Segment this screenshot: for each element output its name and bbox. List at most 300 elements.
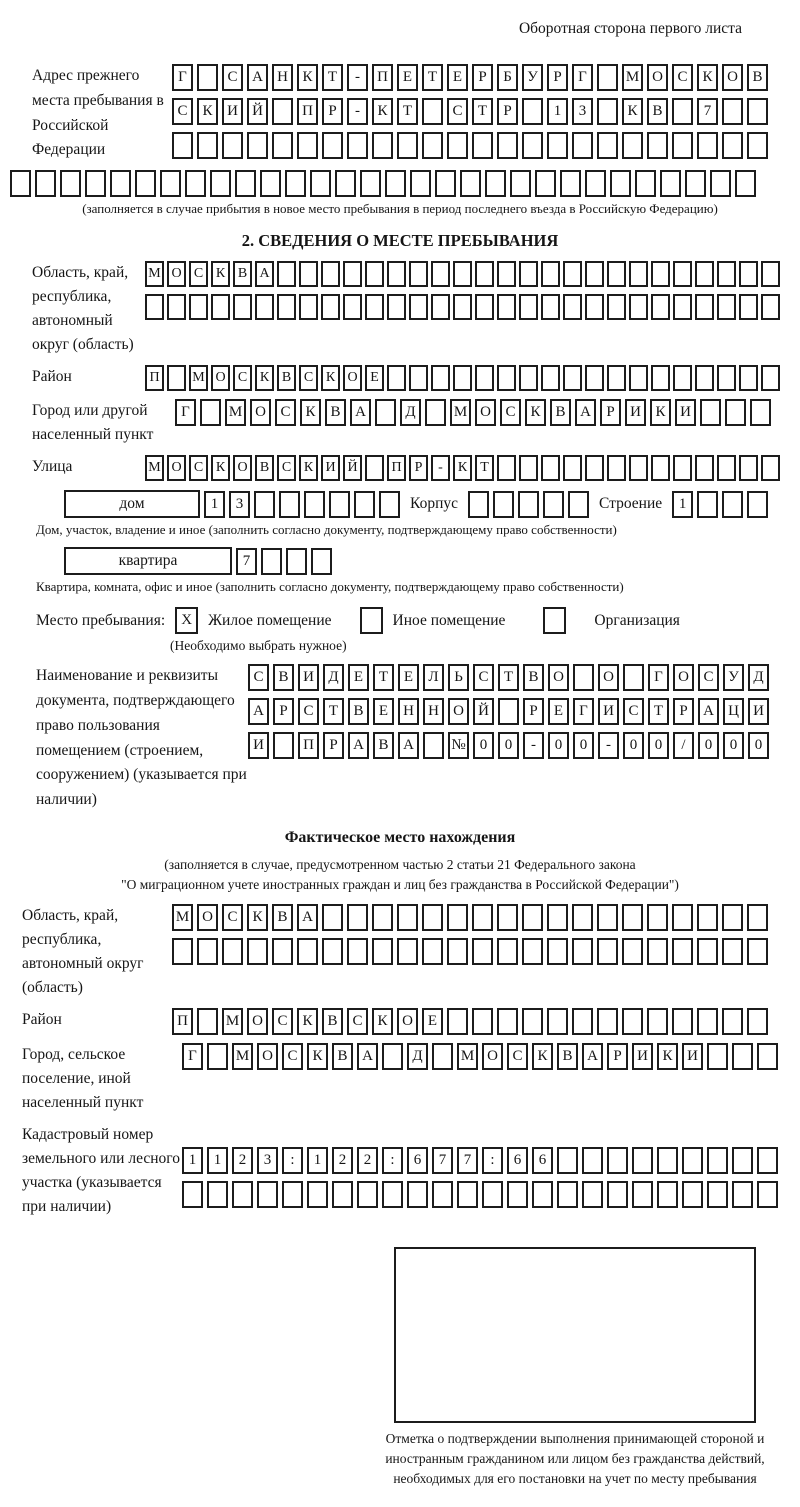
char-cell: : <box>282 1147 303 1174</box>
field-region <box>32 261 800 357</box>
char-cell <box>432 1043 453 1070</box>
char-cell <box>321 261 340 287</box>
char-cell <box>233 294 252 320</box>
char-cell <box>343 261 362 287</box>
char-cell <box>519 294 538 320</box>
char-cell <box>497 1008 518 1035</box>
char-cell <box>347 132 368 159</box>
char-cell <box>672 132 693 159</box>
korpus-label: Корпус <box>410 495 458 513</box>
char-cell <box>519 455 538 481</box>
char-cell: А <box>248 698 269 725</box>
char-cell: / <box>673 732 694 759</box>
char-cell <box>547 938 568 965</box>
char-cell <box>297 938 318 965</box>
house-cells <box>204 491 400 518</box>
char-cell <box>732 1043 753 1070</box>
char-cell: А <box>350 399 371 426</box>
char-cell <box>261 548 282 575</box>
char-cell <box>761 365 780 391</box>
char-cell <box>722 1008 743 1035</box>
char-cell: Р <box>607 1043 628 1070</box>
char-cell <box>497 904 518 931</box>
char-cell <box>717 455 736 481</box>
char-cell: : <box>482 1147 503 1174</box>
char-cell <box>750 399 771 426</box>
char-cell: О <box>257 1043 278 1070</box>
char-cell: И <box>598 698 619 725</box>
char-cell <box>160 170 181 197</box>
char-cell <box>135 170 156 197</box>
char-cell <box>522 1008 543 1035</box>
char-cell <box>407 1181 428 1208</box>
char-cell <box>197 64 218 91</box>
char-cell: Б <box>497 64 518 91</box>
char-cell <box>304 491 325 518</box>
char-cell <box>247 132 268 159</box>
char-cell: М <box>450 399 471 426</box>
char-cell <box>460 170 481 197</box>
char-cell <box>572 904 593 931</box>
field-region-label: Область, край, республика, автономный округ (область) <box>32 264 134 354</box>
char-cell <box>607 1181 628 1208</box>
char-cell <box>468 491 489 518</box>
fact-city-label: Город, сельское поселение, иной населенный пункт <box>22 1045 144 1111</box>
char-cell <box>519 365 538 391</box>
char-cell <box>232 1181 253 1208</box>
char-cell: Г <box>172 64 193 91</box>
char-cell: О <box>250 399 271 426</box>
char-cell <box>622 904 643 931</box>
char-cell: Д <box>323 664 344 691</box>
stay-type-checkbox-organization <box>543 607 566 634</box>
char-cell <box>651 261 670 287</box>
apartment-row <box>64 547 800 575</box>
char-cell: К <box>453 455 472 481</box>
char-cell <box>739 294 758 320</box>
char-cell <box>735 170 756 197</box>
char-cell: 1 <box>672 491 693 518</box>
char-cell <box>432 1181 453 1208</box>
char-cell <box>307 1181 328 1208</box>
char-cell <box>710 170 731 197</box>
char-cell <box>453 261 472 287</box>
document-label: Наименование и реквизиты документа, подтверждающего право пользования помещением (строением, сооружением) (указывается при наличии) <box>36 667 247 809</box>
char-cell <box>185 170 206 197</box>
char-cell <box>321 294 340 320</box>
char-cell: С <box>507 1043 528 1070</box>
char-cell: О <box>343 365 362 391</box>
char-cell <box>522 132 543 159</box>
apartment-box-label: квартира <box>64 547 232 575</box>
previous-address-row-1 <box>172 64 768 91</box>
char-cell <box>629 455 648 481</box>
char-cell <box>685 170 706 197</box>
char-cell: М <box>172 904 193 931</box>
char-cell <box>519 261 538 287</box>
char-cell <box>682 1181 703 1208</box>
char-cell: - <box>598 732 619 759</box>
char-cell: Р <box>323 732 344 759</box>
char-cell: Н <box>398 698 419 725</box>
char-cell <box>397 938 418 965</box>
char-cell <box>397 132 418 159</box>
char-cell: Т <box>373 664 394 691</box>
char-cell <box>700 399 721 426</box>
char-cell: К <box>372 98 393 125</box>
char-cell: У <box>522 64 543 91</box>
char-cell <box>255 294 274 320</box>
char-cell: О <box>197 904 218 931</box>
char-cell: С <box>347 1008 368 1035</box>
char-cell: 3 <box>257 1147 278 1174</box>
char-cell: Т <box>397 98 418 125</box>
char-cell: В <box>322 1008 343 1035</box>
char-cell <box>282 1181 303 1208</box>
house-box-label: дом <box>64 490 200 518</box>
char-cell: С <box>473 664 494 691</box>
char-cell <box>585 294 604 320</box>
char-cell <box>299 261 318 287</box>
char-cell <box>447 938 468 965</box>
char-cell: Г <box>182 1043 203 1070</box>
char-cell: 1 <box>547 98 568 125</box>
char-cell: Н <box>423 698 444 725</box>
char-cell <box>629 365 648 391</box>
char-cell: С <box>189 261 208 287</box>
region-row-2 <box>145 294 780 320</box>
char-cell <box>739 455 758 481</box>
actual-location-caption-2: "О миграционном учете иностранных граждан и лиц без гражданства в Российской Федерации") <box>121 877 679 893</box>
char-cell <box>497 455 516 481</box>
char-cell <box>682 1147 703 1174</box>
char-cell: К <box>300 399 321 426</box>
previous-address-row-3 <box>172 132 768 159</box>
char-cell: Е <box>447 64 468 91</box>
document-rows <box>248 664 769 813</box>
char-cell: : <box>382 1147 403 1174</box>
char-cell: 7 <box>432 1147 453 1174</box>
char-cell: 0 <box>573 732 594 759</box>
char-cell <box>582 1181 603 1208</box>
char-cell <box>541 261 560 287</box>
char-cell: - <box>347 64 368 91</box>
char-cell <box>572 1008 593 1035</box>
char-cell: 0 <box>498 732 519 759</box>
char-cell: М <box>222 1008 243 1035</box>
char-cell: О <box>247 1008 268 1035</box>
char-cell <box>629 261 648 287</box>
confirmation-stamp-box <box>394 1247 756 1423</box>
char-cell: С <box>189 455 208 481</box>
char-cell: Р <box>673 698 694 725</box>
char-cell <box>431 261 450 287</box>
char-cell: Е <box>397 64 418 91</box>
char-cell <box>453 365 472 391</box>
char-cell <box>207 1181 228 1208</box>
char-cell <box>447 1008 468 1035</box>
char-cell: П <box>387 455 406 481</box>
char-cell: 2 <box>332 1147 353 1174</box>
char-cell: М <box>457 1043 478 1070</box>
fact-region-rows <box>172 904 768 1000</box>
char-cell: Т <box>323 698 344 725</box>
char-cell <box>695 294 714 320</box>
char-cell: Р <box>497 98 518 125</box>
char-cell: С <box>672 64 693 91</box>
char-cell: Р <box>547 64 568 91</box>
char-cell: Р <box>322 98 343 125</box>
char-cell <box>672 938 693 965</box>
char-cell <box>607 455 626 481</box>
char-cell <box>422 938 443 965</box>
char-cell <box>482 1181 503 1208</box>
char-cell: Р <box>600 399 621 426</box>
char-cell: Е <box>422 1008 443 1035</box>
char-cell <box>285 170 306 197</box>
char-cell: В <box>647 98 668 125</box>
char-cell <box>739 261 758 287</box>
char-cell <box>651 365 670 391</box>
char-cell <box>607 365 626 391</box>
char-cell <box>387 261 406 287</box>
char-cell <box>757 1181 778 1208</box>
char-cell: Е <box>348 664 369 691</box>
char-cell: К <box>299 455 318 481</box>
char-cell: Т <box>498 664 519 691</box>
char-cell <box>747 1008 768 1035</box>
char-cell: Й <box>473 698 494 725</box>
char-cell <box>673 294 692 320</box>
char-cell: 6 <box>507 1147 528 1174</box>
char-cell <box>695 261 714 287</box>
char-cell <box>310 170 331 197</box>
fact-district-label: Район <box>22 1010 62 1028</box>
char-cell <box>672 1008 693 1035</box>
char-cell <box>547 904 568 931</box>
char-cell <box>347 904 368 931</box>
char-cell <box>722 938 743 965</box>
char-cell <box>272 98 293 125</box>
char-cell: Т <box>422 64 443 91</box>
char-cell <box>507 1181 528 1208</box>
char-cell <box>717 365 736 391</box>
char-cell <box>409 294 428 320</box>
char-cell: О <box>211 365 230 391</box>
char-cell <box>722 904 743 931</box>
confirmation-stamp-caption: Отметка о подтверждении выполнения принимающей стороной и иностранным гражданином или лицом без гражданства действий, необходимых для его постановки на учет по месту пребывания <box>385 1430 765 1487</box>
char-cell: Т <box>475 455 494 481</box>
page-header-note: Оборотная сторона первого листа <box>518 20 742 37</box>
korpus-cells <box>468 491 589 518</box>
char-cell: С <box>233 365 252 391</box>
char-cell <box>623 664 644 691</box>
district-row <box>145 365 780 391</box>
char-cell <box>365 455 384 481</box>
char-cell <box>210 170 231 197</box>
char-cell <box>472 1008 493 1035</box>
char-cell <box>707 1181 728 1208</box>
char-cell <box>747 938 768 965</box>
fact-district-row <box>172 1008 768 1035</box>
char-cell <box>387 365 406 391</box>
char-cell <box>379 491 400 518</box>
char-cell <box>497 365 516 391</box>
char-cell <box>657 1181 678 1208</box>
char-cell <box>695 455 714 481</box>
char-cell: В <box>557 1043 578 1070</box>
field-district <box>32 365 800 391</box>
stroenie-cells <box>672 491 768 518</box>
char-cell: К <box>321 365 340 391</box>
char-cell: Г <box>572 64 593 91</box>
char-cell <box>697 904 718 931</box>
char-cell: С <box>222 64 243 91</box>
char-cell <box>747 904 768 931</box>
char-cell: Е <box>373 698 394 725</box>
char-cell: М <box>232 1043 253 1070</box>
char-cell <box>85 170 106 197</box>
char-cell <box>635 170 656 197</box>
char-cell: В <box>348 698 369 725</box>
char-cell <box>597 64 618 91</box>
char-cell: И <box>321 455 340 481</box>
char-cell: Р <box>273 698 294 725</box>
char-cell <box>497 261 516 287</box>
char-cell <box>607 294 626 320</box>
char-cell: 0 <box>548 732 569 759</box>
previous-address-caption: (заполняется в случае прибытия в новое место пребывания в период последнего въезда в Российскую Федерацию) <box>82 201 718 217</box>
char-cell: - <box>431 455 450 481</box>
char-cell <box>110 170 131 197</box>
char-cell: 3 <box>572 98 593 125</box>
char-cell: А <box>247 64 268 91</box>
char-cell <box>722 491 743 518</box>
char-cell <box>272 132 293 159</box>
char-cell <box>647 904 668 931</box>
char-cell <box>472 132 493 159</box>
char-cell <box>447 904 468 931</box>
char-cell <box>673 261 692 287</box>
section2-title: 2. СВЕДЕНИЯ О МЕСТЕ ПРЕБЫВАНИЯ <box>241 231 559 251</box>
previous-address-rows <box>172 64 768 163</box>
document-row-2 <box>248 698 769 725</box>
char-cell <box>563 261 582 287</box>
char-cell: О <box>448 698 469 725</box>
char-cell <box>272 938 293 965</box>
char-cell: С <box>172 98 193 125</box>
char-cell <box>497 132 518 159</box>
apartment-caption: Квартира, комната, офис и иное (заполнить согласно документу, подтверждающему право собственности) <box>36 579 624 595</box>
char-cell <box>497 294 516 320</box>
char-cell <box>739 365 758 391</box>
char-cell <box>425 399 446 426</box>
document-row-3 <box>248 732 769 759</box>
char-cell: И <box>675 399 696 426</box>
char-cell: А <box>357 1043 378 1070</box>
char-cell <box>431 365 450 391</box>
char-cell: 0 <box>748 732 769 759</box>
char-cell: В <box>747 64 768 91</box>
char-cell: К <box>255 365 274 391</box>
char-cell <box>563 294 582 320</box>
char-cell <box>522 938 543 965</box>
char-cell: У <box>723 664 744 691</box>
char-cell <box>725 399 746 426</box>
char-cell: И <box>222 98 243 125</box>
char-cell <box>585 365 604 391</box>
char-cell <box>695 365 714 391</box>
char-cell <box>747 98 768 125</box>
field-district-label: Район <box>32 368 72 386</box>
char-cell <box>493 491 514 518</box>
char-cell: 0 <box>723 732 744 759</box>
char-cell <box>747 491 768 518</box>
char-cell: Г <box>648 664 669 691</box>
char-cell: И <box>748 698 769 725</box>
house-caption: Дом, участок, владение и иное (заполнить согласно документу, подтверждающему право собственности) <box>36 522 617 538</box>
char-cell <box>172 132 193 159</box>
char-cell: Р <box>523 698 544 725</box>
char-cell: 0 <box>698 732 719 759</box>
char-cell <box>375 399 396 426</box>
char-cell: Е <box>398 664 419 691</box>
char-cell: А <box>575 399 596 426</box>
char-cell: С <box>275 399 296 426</box>
char-cell: В <box>272 904 293 931</box>
char-cell: Д <box>407 1043 428 1070</box>
char-cell <box>435 170 456 197</box>
char-cell <box>332 1181 353 1208</box>
char-cell <box>311 548 332 575</box>
char-cell <box>485 170 506 197</box>
char-cell: В <box>325 399 346 426</box>
char-cell: О <box>598 664 619 691</box>
char-cell: К <box>297 64 318 91</box>
char-cell: О <box>397 1008 418 1035</box>
char-cell <box>568 491 589 518</box>
char-cell <box>382 1181 403 1208</box>
char-cell <box>572 132 593 159</box>
apartment-cells <box>236 548 332 575</box>
char-cell: О <box>167 455 186 481</box>
char-cell <box>518 491 539 518</box>
char-cell: С <box>698 664 719 691</box>
city-row <box>175 399 771 426</box>
char-cell <box>200 399 221 426</box>
stay-type-option-residential-label: Жилое помещение <box>208 611 332 629</box>
char-cell <box>372 938 393 965</box>
char-cell <box>651 294 670 320</box>
char-cell: С <box>299 365 318 391</box>
char-cell <box>277 294 296 320</box>
char-cell <box>547 1008 568 1035</box>
char-cell <box>761 261 780 287</box>
char-cell: О <box>167 261 186 287</box>
char-cell: 1 <box>307 1147 328 1174</box>
char-cell <box>457 1181 478 1208</box>
char-cell <box>365 261 384 287</box>
char-cell: М <box>145 455 164 481</box>
char-cell: О <box>647 64 668 91</box>
char-cell: - <box>523 732 544 759</box>
char-cell: Р <box>472 64 493 91</box>
char-cell <box>497 938 518 965</box>
char-cell: В <box>523 664 544 691</box>
char-cell: С <box>298 698 319 725</box>
char-cell <box>672 904 693 931</box>
previous-address-row-4 <box>10 170 800 197</box>
